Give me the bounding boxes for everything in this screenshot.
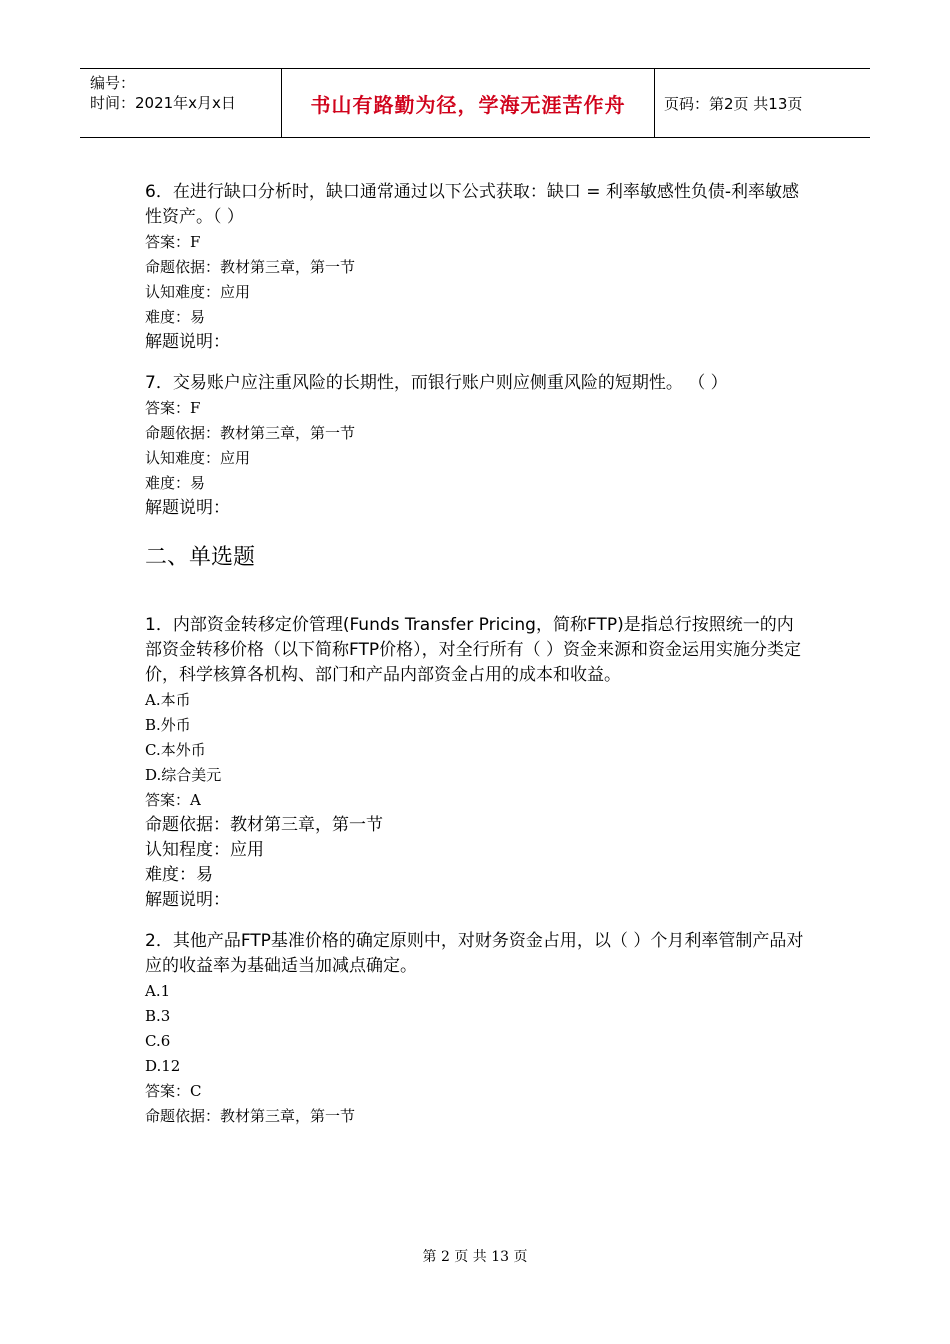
section-title: 二、单选题 xyxy=(145,545,256,570)
question-text: 7．交易账户应注重风险的长期性，而银行账户则应侧重风险的短期性。 （ ） xyxy=(145,373,728,393)
page-header xyxy=(80,68,870,138)
explanation: 解题说明： xyxy=(145,498,230,518)
option: B.外币 xyxy=(145,716,191,734)
answer: 答案：A xyxy=(145,791,201,809)
option: B.3 xyxy=(145,1007,171,1025)
cognitive-level: 认知程度：应用 xyxy=(145,840,264,860)
option: A.1 xyxy=(145,982,171,1000)
answer: 答案：F xyxy=(145,233,201,251)
option: A.本币 xyxy=(145,691,191,709)
basis: 命题依据：教材第三章，第一节 xyxy=(145,258,356,276)
question-block xyxy=(145,613,810,913)
header-page-info: 页码：第2页 共13页 xyxy=(664,94,803,113)
basis: 命题依据：教材第三章，第一节 xyxy=(145,1107,356,1125)
header-left xyxy=(90,73,236,113)
basis: 命题依据：教材第三章，第一节 xyxy=(145,424,356,442)
cognitive-level: 认知难度：应用 xyxy=(145,449,251,467)
page-footer: 第 2 页 共 13 页 xyxy=(422,1249,528,1265)
explanation: 解题说明： xyxy=(145,890,230,910)
question-block xyxy=(145,180,810,355)
difficulty: 难度：易 xyxy=(145,865,213,885)
question-block xyxy=(145,929,810,1129)
difficulty: 难度：易 xyxy=(145,308,206,326)
header-motto: 书山有路勤为径，学海无涯苦作舟 xyxy=(310,92,626,117)
difficulty: 难度：易 xyxy=(145,474,206,492)
date-label: 时间：2021年x月x日 xyxy=(90,94,236,112)
question-text: 6．在进行缺口分析时，缺口通常通过以下公式获取：缺口 = 利率敏感性负债-利率敏感性资产。（ ） xyxy=(145,182,800,227)
option: C.6 xyxy=(145,1032,171,1050)
answer: 答案：C xyxy=(145,1082,202,1100)
question-block xyxy=(145,371,810,521)
option: D.12 xyxy=(145,1057,181,1075)
header-divider xyxy=(654,69,655,137)
option: D.综合美元 xyxy=(145,766,222,784)
code-label: 编号： xyxy=(90,74,136,92)
explanation: 解题说明： xyxy=(145,332,230,352)
cognitive-level: 认知难度：应用 xyxy=(145,283,251,301)
document-body xyxy=(145,180,810,1129)
answer: 答案：F xyxy=(145,399,201,417)
question-text: 1．内部资金转移定价管理(Funds Transfer Pricing，简称FTP)是指总行按照统一的内部资金转移价格（以下简称FTP价格），对全行所有（ ）资金来源和资金运用实施分类定价，科学核算各机构、部门和产品内部资金占用的成本和收益。 xyxy=(145,615,802,685)
question-text: 2．其他产品FTP基准价格的确定原则中，对财务资金占用，以（ ）个月利率管制产品对应的收益率为基础适当加减点确定。 xyxy=(145,931,804,976)
option: C.本外币 xyxy=(145,741,206,759)
basis: 命题依据：教材第三章，第一节 xyxy=(145,815,383,835)
